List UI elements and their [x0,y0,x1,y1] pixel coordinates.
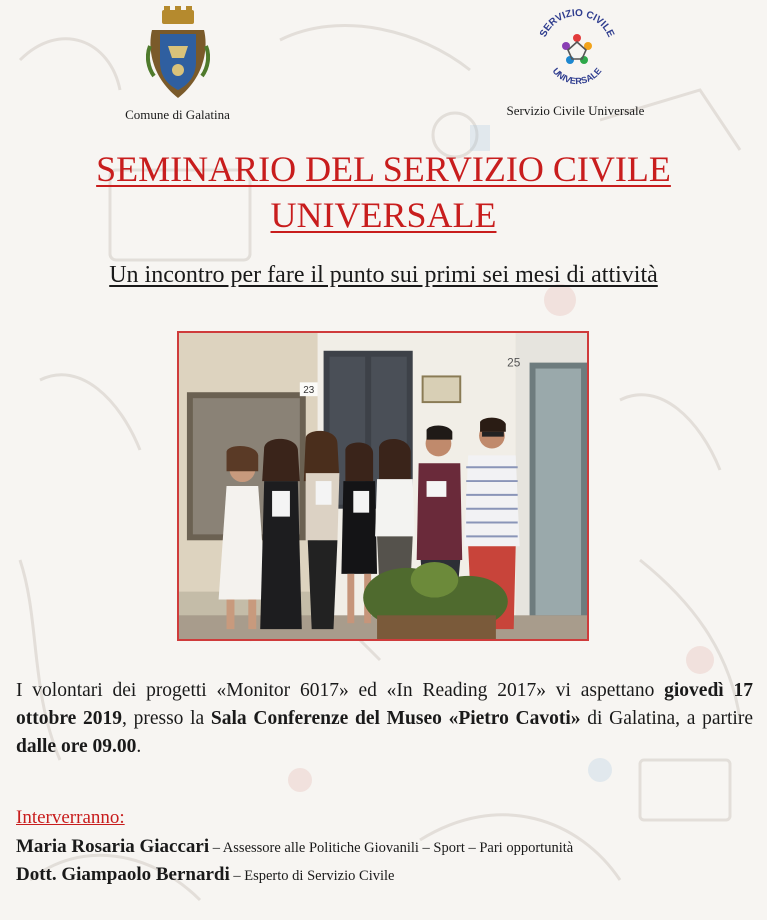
title-line-2: UNIVERSALE [270,195,497,235]
page-subtitle: Un incontro per fare il punto sui primi sei mesi di attività [109,262,658,288]
comune-crest-logo [146,6,210,102]
door-number-23: 23 [303,385,315,397]
speaker-role: – Assessore alle Politiche Giovanili – Sport – Pari opportunità [209,840,574,856]
comune-label: Comune di Galatina [125,107,230,122]
event-venue: Sala Conferenze del Museo «Pietro Cavoti» [210,708,581,729]
door-number-25: 25 [507,355,521,370]
group-photo [177,331,589,641]
speaker-item [16,864,394,886]
event-description [16,677,753,761]
description-part-4: . [136,736,142,757]
logo-text-top: SERVIZIO CIVILE [537,7,617,40]
speakers-heading: Interverranno: [16,807,125,828]
servizio-civile-logo [531,4,623,96]
servizio-civile-label: Servizio Civile Universale [506,103,645,118]
speaker-name: Maria Rosaria Giaccari [16,836,210,857]
title-line-1: SEMINARIO DEL SERVIZIO CIVILE [96,149,671,189]
speaker-item [16,836,573,858]
speaker-name: Dott. Giampaolo Bernardi [16,864,230,885]
page-title [0,146,767,238]
event-time: dalle ore 09.00 [16,736,137,757]
logo-text-bottom: UNIVERSALE [550,65,604,87]
description-part-2: , presso la [122,708,211,729]
svg-text:UNIVERSALE [551,66,604,86]
speaker-role: – Esperto di Servizio Civile [229,868,395,884]
description-part-3: di Galatina, a partire [580,708,753,729]
description-part-1: I volontari dei progetti «Monitor 6017» ed «In Reading 2017» vi aspettano [16,680,665,701]
event-date: giovedì 17 ottobre 2019 [16,680,753,729]
